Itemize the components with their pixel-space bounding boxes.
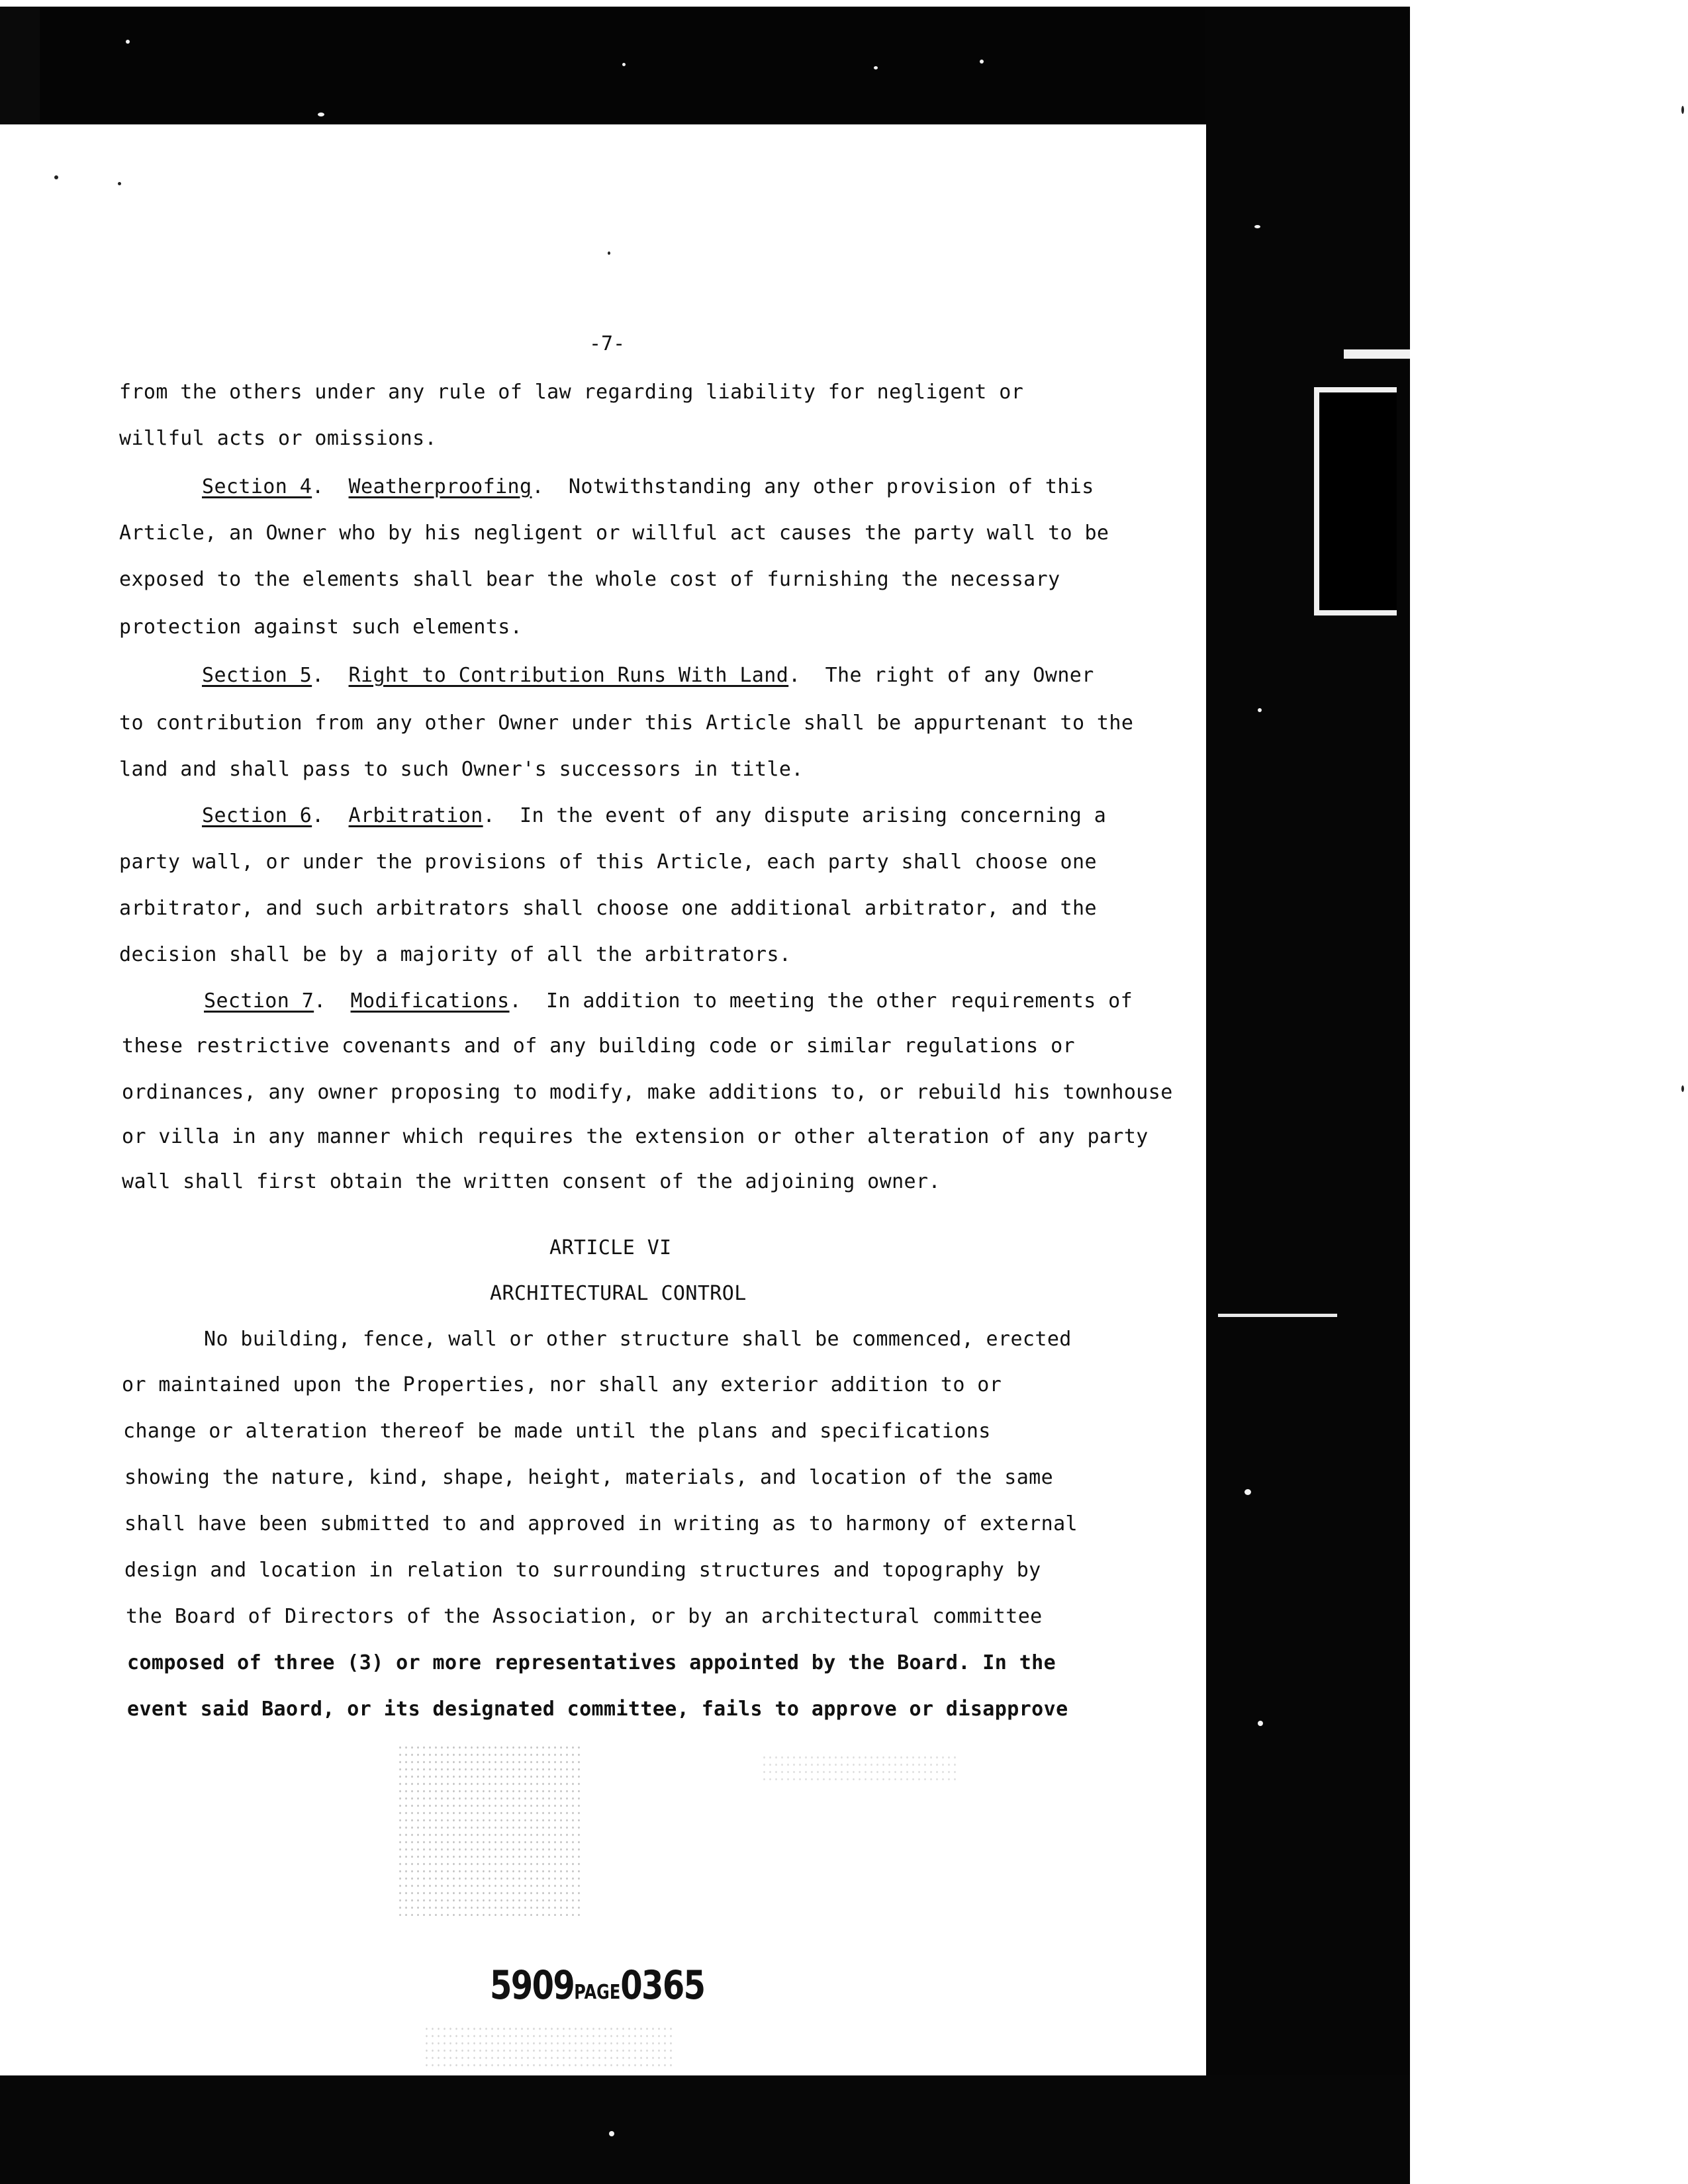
scan-tab-fragment [1344,349,1410,359]
body-line: party wall, or under the provisions of this Article, each party shall choose one [119,850,1097,874]
body-line: event said Baord, or its designated committee, fails to approve or disapprove [127,1698,1068,1721]
body-line: showing the nature, kind, shape, height, materials, and location of the same [124,1466,1054,1489]
section-title: Right to Contribution Runs With Land [348,664,789,687]
scan-tab-frame [1314,387,1397,615]
body-line: wall shall first obtain the written consent of the adjoining owner. [122,1170,941,1193]
body-line: design and location in relation to surrounding structures and topography by [124,1559,1041,1582]
scan-speck [608,251,610,255]
scan-border-right [1205,7,1410,2098]
scan-border-bottom [0,2075,1410,2184]
body-line: or villa in any manner which requires the extension or other alteration of any party [122,1125,1149,1148]
section-text: Notwithstanding any other provision of this [568,475,1094,498]
scan-speck [118,182,121,185]
scan-noise [424,2025,675,2071]
body-line: from the others under any rule of law regarding liability for negligent or [119,381,1024,404]
section-label: Section 7 [204,989,314,1013]
scan-noise [397,1744,583,1916]
section-4-first-line: Section 4. Weatherproofing. Notwithstanding any other provision of this [202,475,1094,498]
scan-speck [1258,1721,1263,1726]
scan-speck [1244,1489,1251,1495]
scan-speck [1254,225,1260,228]
article-heading: ARTICLE VI [549,1236,672,1259]
body-line: No building, fence, wall or other structure shall be commenced, erected [204,1328,1072,1351]
body-line: these restrictive covenants and of any building code or similar regulations or [122,1034,1075,1058]
scan-noise [761,1754,960,1780]
scan-speck [874,66,878,69]
body-line: the Board of Directors of the Association, or by an architectural committee [126,1605,1043,1628]
body-line: change or alteration thereof be made until the plans and specifications [123,1420,991,1443]
article-subheading: ARCHITECTURAL CONTROL [490,1282,747,1305]
scan-speck [126,40,130,44]
scan-speck [1681,106,1684,114]
scan-speck [980,60,984,64]
scan-border-top-left [0,7,40,124]
body-line: Article, an Owner who by his negligent or willful act causes the party wall to be [119,522,1109,545]
page-number-stamp: 0365 [620,1962,705,2009]
section-text: In the event of any dispute arising concerning a [520,804,1107,827]
scan-speck [1681,1085,1684,1092]
section-5-first-line: Section 5. Right to Contribution Runs With Land. The right of any Owner [202,664,1094,687]
body-line: shall have been submitted to and approved in writing as to harmony of external [124,1512,1078,1535]
section-label: Section 6 [202,804,312,827]
section-text: In addition to meeting the other requirements of [545,989,1133,1013]
section-6-first-line: Section 6. Arbitration. In the event of any dispute arising concerning a [202,804,1107,827]
section-title: Weatherproofing [348,475,532,498]
scan-speck [609,2131,614,2136]
body-line: exposed to the elements shall bear the whole cost of furnishing the necessary [119,568,1060,591]
body-line: arbitrator, and such arbitrators shall choose one additional arbitrator, and the [119,897,1097,920]
body-line: ordinances, any owner proposing to modify, make additions to, or rebuild his townhouse [122,1081,1173,1104]
scan-edge-line [1218,1314,1337,1317]
body-line: decision shall be by a majority of all the arbitrators. [119,943,792,966]
body-line: or maintained upon the Properties, nor shall any exterior addition to or [122,1373,1002,1396]
section-label: Section 4 [202,475,312,498]
body-line: land and shall pass to such Owner's successors in title. [119,758,804,781]
page-number: -7- [589,332,626,355]
body-line: composed of three (3) or more representatives appointed by the Board. In the [127,1651,1056,1674]
scan-speck [54,175,58,179]
section-title: Modifications [350,989,510,1013]
section-title: Arbitration [348,804,483,827]
scan-speck [318,113,324,116]
scan-speck [622,63,626,66]
book-number: 5909 [490,1962,575,2009]
section-text: The right of any Owner [825,664,1094,687]
scan-speck [1258,708,1262,712]
section-label: Section 5 [202,664,312,687]
page-label: PAGE [574,1981,621,2004]
section-7-first-line: Section 7. Modifications. In addition to meeting the other requirements of [204,989,1133,1013]
body-line: protection against such elements. [119,615,523,639]
book-page-stamp [490,1962,704,2009]
body-line: willful acts or omissions. [119,427,437,450]
body-line: to contribution from any other Owner under this Article shall be appurtenant to the [119,711,1134,735]
